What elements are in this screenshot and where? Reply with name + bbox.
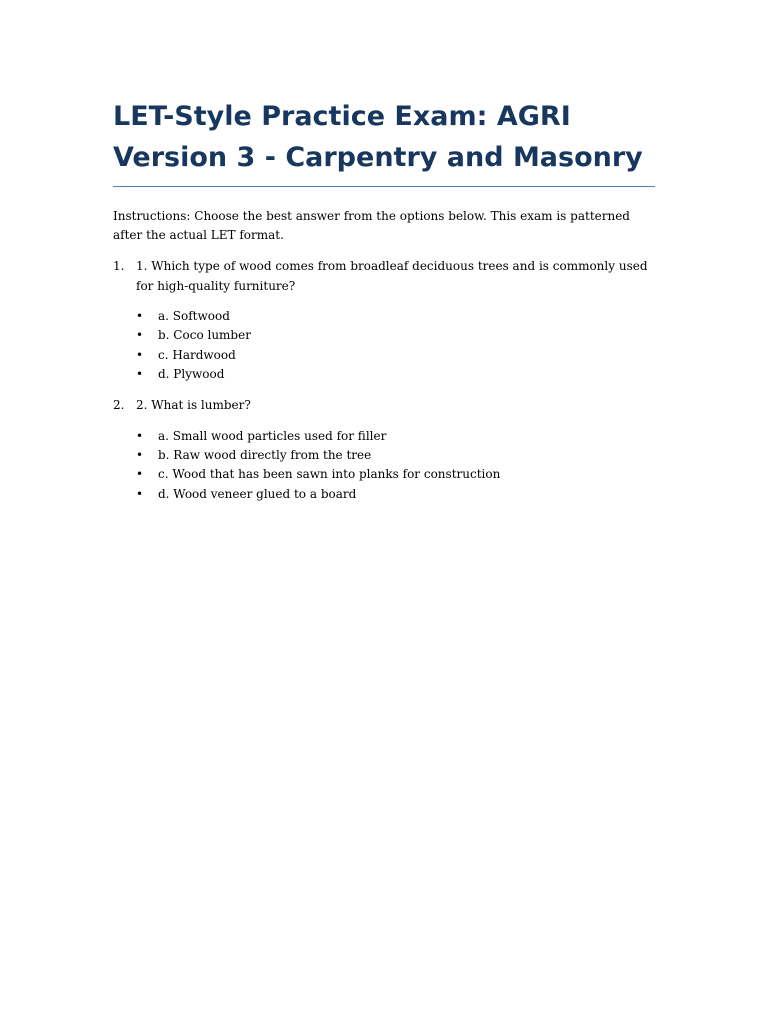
bullet-icon: • [136,447,144,462]
option-item [136,326,655,345]
option-text: a. Softwood [158,309,230,323]
question-text: 1. Which type of wood comes from broadleaf deciduous trees and is commonly used for high-quality furniture? [136,259,648,293]
question-item [113,257,655,384]
document-title: LET-Style Practice Exam: AGRI Version 3 - Carpentry and Masonry [113,96,655,187]
bullet-icon: • [136,428,144,443]
question-item [113,396,655,504]
bullet-icon: • [136,309,144,323]
option-text: a. Small wood particles used for filler [158,428,387,443]
question-list [113,257,655,504]
option-item [136,427,655,446]
bullet-icon: • [136,366,144,381]
option-item [136,346,655,365]
option-item [136,485,655,504]
question-number: 1. [113,259,125,273]
option-text: d. Wood veneer glued to a board [158,486,357,501]
option-item [136,465,655,484]
instructions-text: Instructions: Choose the best answer from the options below. This exam is patterned after the actual LET format. [113,209,630,242]
question-number: 2. [113,398,125,413]
bullet-icon: • [136,328,144,343]
option-item [136,307,655,326]
question-text: 2. What is lumber? [136,398,251,413]
option-text: b. Raw wood directly from the tree [158,447,372,462]
option-item [136,365,655,384]
option-list [136,427,655,504]
option-text: d. Plywood [158,366,225,381]
option-list [136,307,655,384]
option-text: c. Wood that has been sawn into planks for construction [158,467,501,482]
option-item [136,446,655,465]
bullet-icon: • [136,486,144,501]
bullet-icon: • [136,467,144,482]
option-text: c. Hardwood [158,347,236,362]
document-page [113,96,655,516]
option-text: b. Coco lumber [158,328,251,343]
bullet-icon: • [136,347,144,362]
